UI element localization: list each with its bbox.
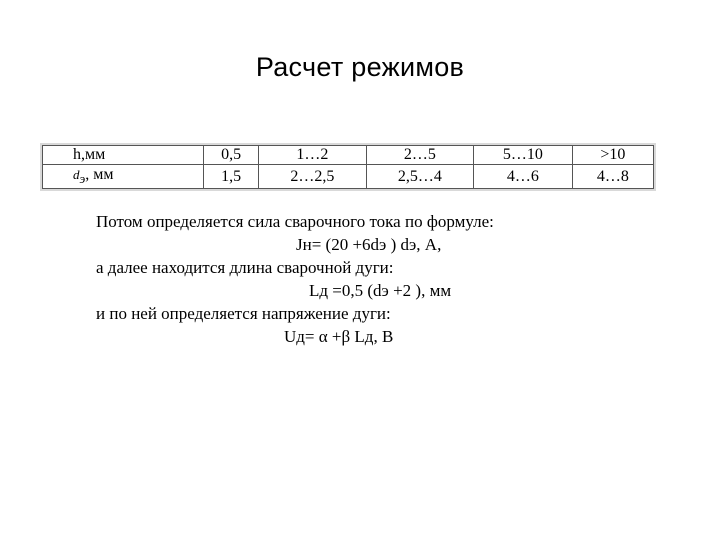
diameter-unit: , мм	[85, 165, 114, 183]
slide-title: Расчет режимов	[255, 52, 465, 82]
explanation-text	[96, 210, 656, 348]
formula-voltage: Uд= α +β Lд, В	[284, 327, 394, 346]
text-line-current-intro: Потом определяется сила сварочного тока по формуле:	[96, 212, 494, 231]
table-cell: 1…2	[259, 146, 367, 165]
table-cell: 5…10	[474, 146, 573, 165]
row-header-diameter	[43, 165, 204, 189]
text-line-voltage-intro: и по ней определяется напряжение дуги:	[96, 304, 391, 323]
table-cell: 2…2,5	[259, 165, 367, 189]
diameter-subscript: э	[79, 170, 86, 186]
diameter-symbol: d	[73, 166, 80, 182]
table-cell: 2…5	[366, 146, 474, 165]
table-row	[43, 165, 654, 189]
table-row	[43, 146, 654, 165]
table-cell: 4…6	[474, 165, 573, 189]
text-line-arc-length-intro: а далее находится длина сварочной дуги:	[96, 258, 394, 277]
table-cell: >10	[572, 146, 653, 165]
table-cell: 1,5	[204, 165, 259, 189]
electrode-table-frame	[40, 143, 656, 191]
table-cell: 2,5…4	[366, 165, 474, 189]
formula-current: Jн= (20 +6dэ ) dэ, А,	[296, 235, 442, 254]
row-header-thickness: h,мм	[43, 146, 204, 165]
table-cell: 0,5	[204, 146, 259, 165]
electrode-diameter-table	[42, 145, 654, 189]
table-cell: 4…8	[572, 165, 653, 189]
formula-arc-length: Lд =0,5 (dэ +2 ), мм	[309, 281, 452, 300]
